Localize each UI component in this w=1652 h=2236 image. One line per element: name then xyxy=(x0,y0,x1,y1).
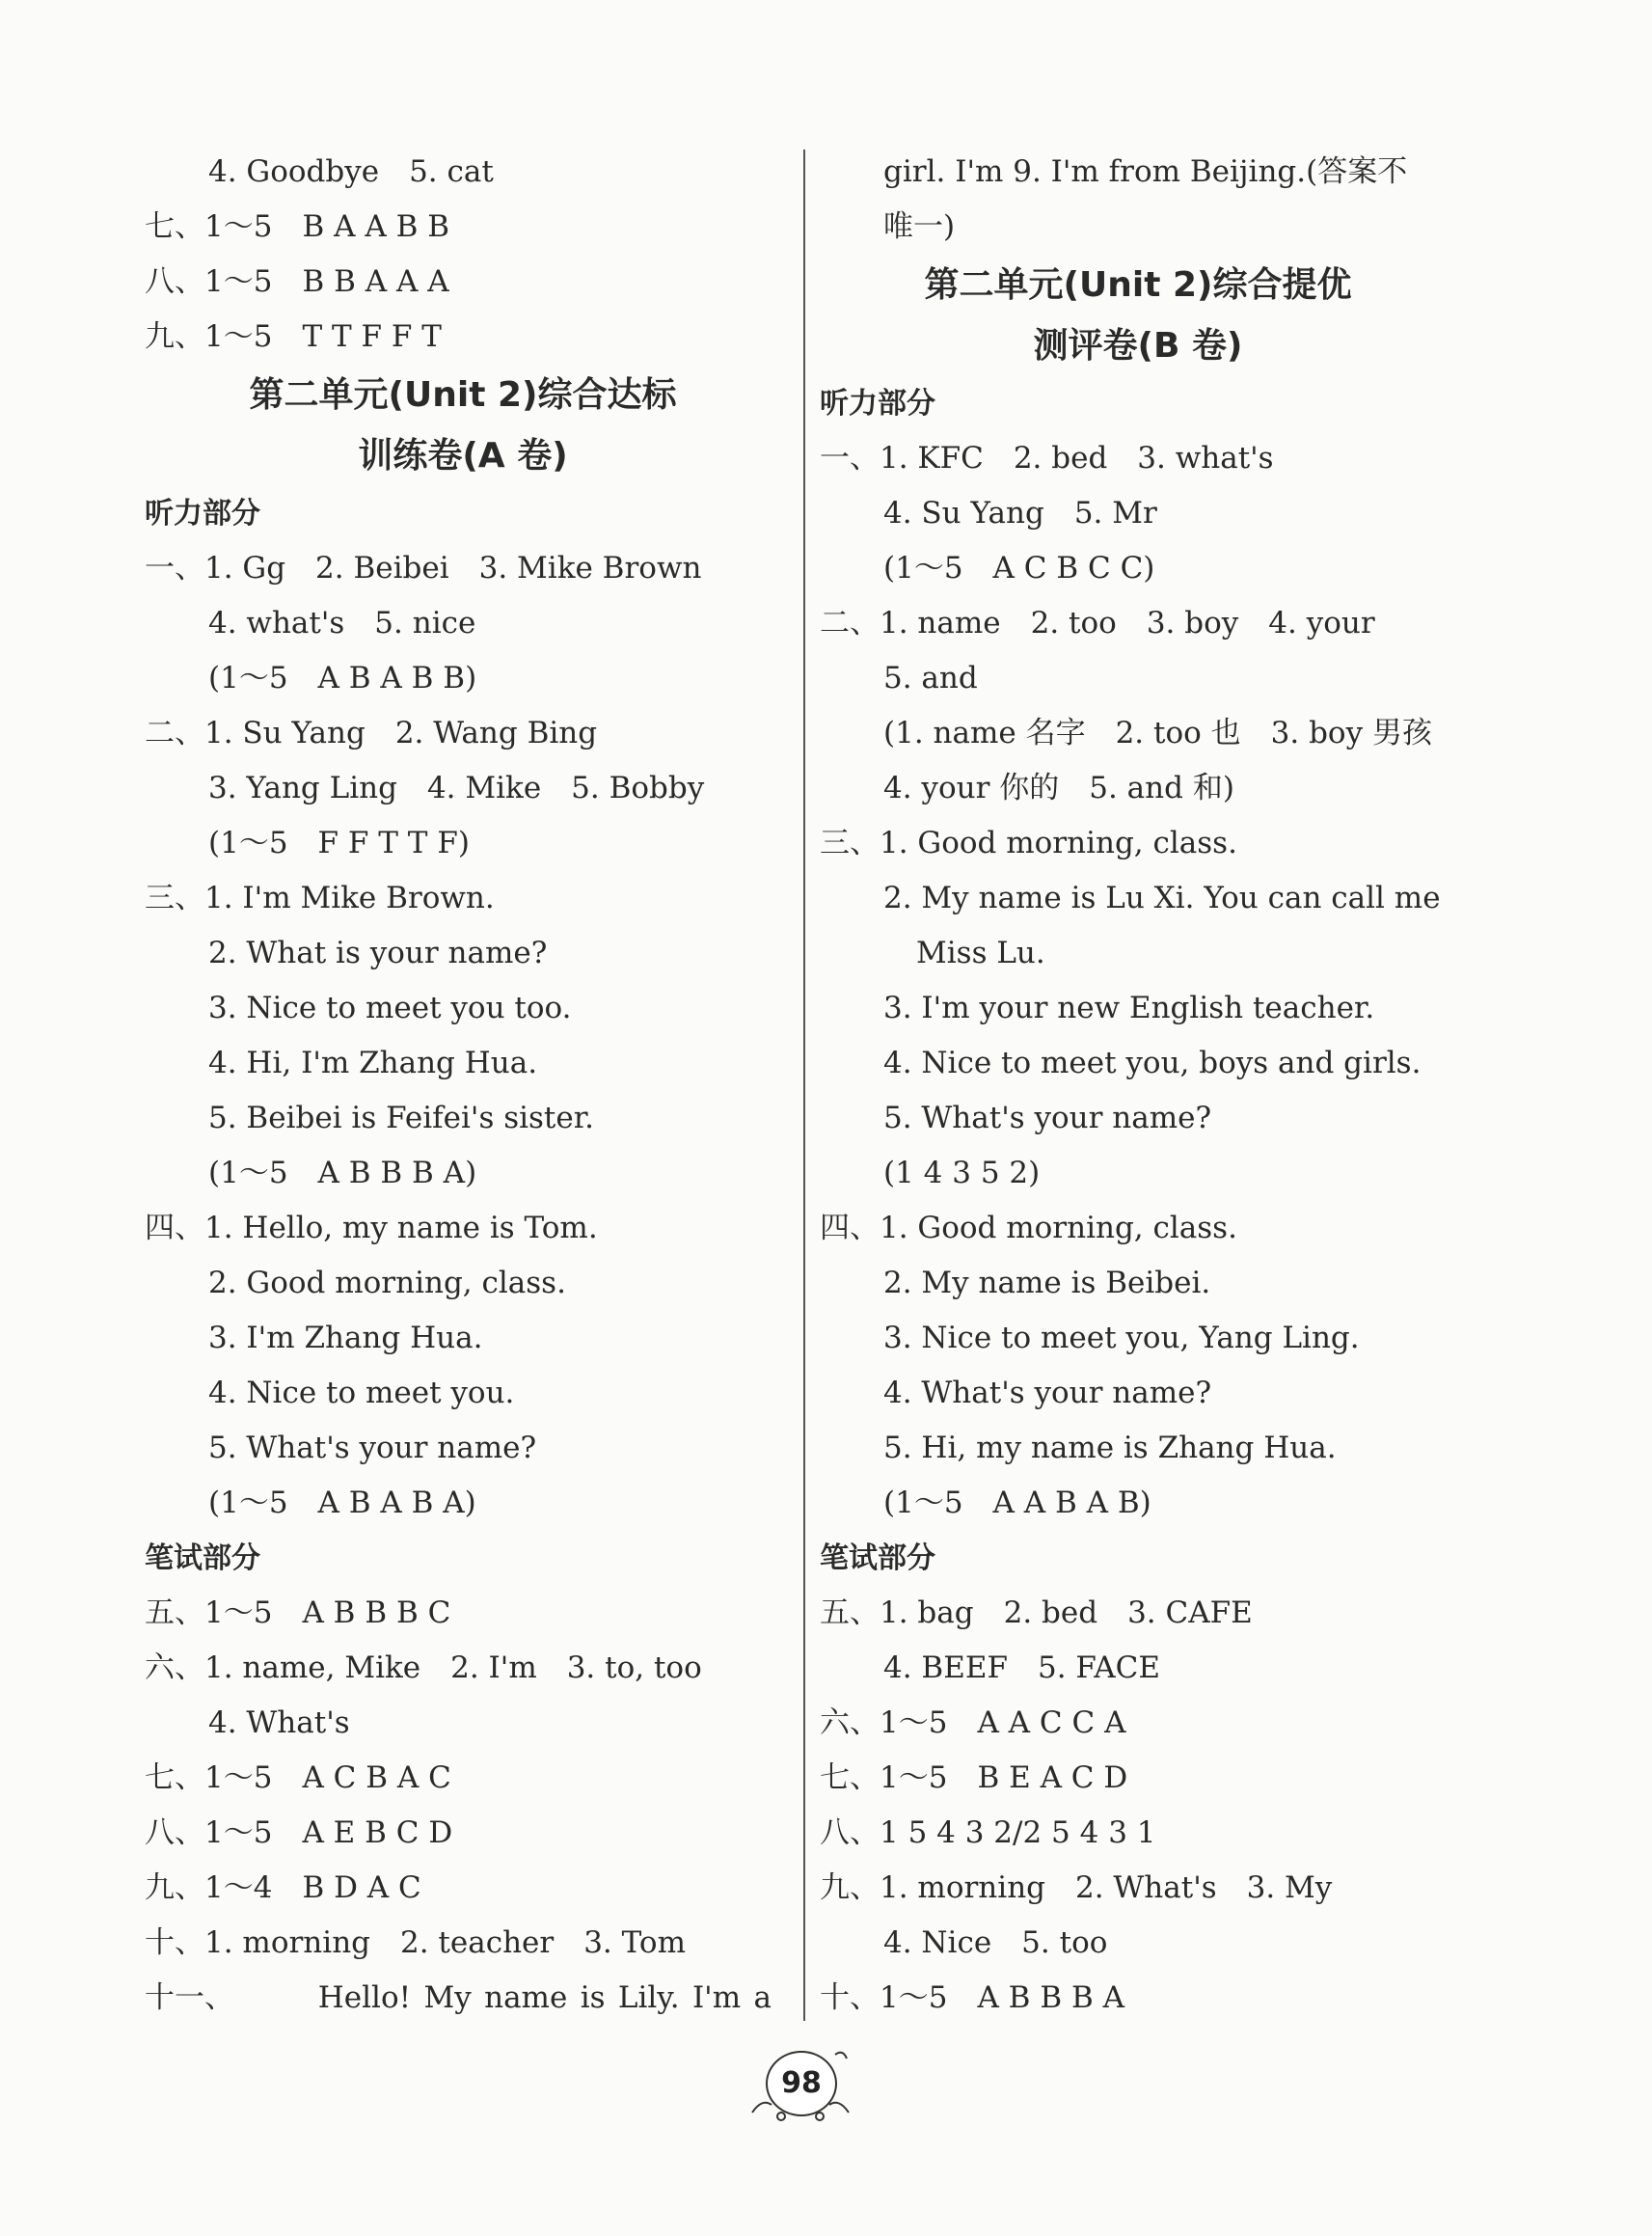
answer-line: (1～5 A B B B A) xyxy=(208,1156,477,1190)
answer-line: 5. and xyxy=(883,661,978,695)
answer-line: 4. Nice to meet you, boys and girls. xyxy=(883,1046,1422,1080)
section-title: 训练卷(A 卷) xyxy=(358,436,568,476)
answer-line: 八、1～5 A E B C D xyxy=(145,1815,453,1850)
answer-line: 3. Yang Ling 4. Mike 5. Bobby xyxy=(208,771,705,805)
answer-line: 3. I'm your new English teacher. xyxy=(883,991,1375,1025)
answer-line: 4. Hi, I'm Zhang Hua. xyxy=(208,1046,538,1080)
answer-line: 3. Nice to meet you too. xyxy=(208,991,572,1025)
word: Hello! xyxy=(317,1980,412,2015)
answer-line: 三、1. Good morning, class. xyxy=(820,826,1237,860)
word: name xyxy=(484,1980,568,2015)
answer-line: 5. Hi, my name is Zhang Hua. xyxy=(883,1431,1337,1465)
answer-line: 七、1～5 B E A C D xyxy=(820,1760,1128,1795)
answer-line: 五、1. bag 2. bed 3. CAFE xyxy=(820,1595,1253,1630)
answer-line: (1～5 A B A B A) xyxy=(208,1486,476,1520)
answer-line: (1～5 A B A B B) xyxy=(208,661,477,695)
word: is xyxy=(580,1980,606,2015)
answer-line: 六、1～5 A A C C A xyxy=(820,1705,1126,1740)
answer-line: 三、1. I'm Mike Brown. xyxy=(145,881,495,915)
listening-heading: 听力部分 xyxy=(145,497,260,531)
answer-line: 五、1～5 A B B B C xyxy=(145,1595,451,1630)
answer-line: 3. Nice to meet you, Yang Ling. xyxy=(883,1321,1360,1355)
section-title: 第二单元(Unit 2)综合达标 xyxy=(249,375,677,415)
word: My xyxy=(423,1980,472,2015)
page-number: 98 xyxy=(766,2051,837,2116)
answer-line: 3. I'm Zhang Hua. xyxy=(208,1321,483,1355)
section-title: 第二单元(Unit 2)综合提优 xyxy=(924,265,1352,305)
answer-line: 4. Nice 5. too xyxy=(883,1925,1108,1960)
answer-line: Miss Lu. xyxy=(916,936,1045,970)
answer-line: 4. What's your name? xyxy=(883,1376,1212,1410)
answer-line: 2. What is your name? xyxy=(208,936,548,970)
answer-line: (1 4 3 5 2) xyxy=(883,1156,1041,1190)
answer-line: 4. What's xyxy=(208,1705,350,1740)
answer-line: 二、1. name 2. too 3. boy 4. your xyxy=(820,606,1375,641)
answer-line: 2. My name is Beibei. xyxy=(883,1266,1211,1300)
answer-line: 5. What's your name? xyxy=(883,1101,1212,1135)
answer-line: 唯一) xyxy=(883,209,956,244)
answer-line: 4. BEEF 5. FACE xyxy=(883,1650,1160,1685)
left-column xyxy=(145,145,781,2026)
answer-line: 4. what's 5. nice xyxy=(208,606,476,641)
answer-line: 七、1～5 A C B A C xyxy=(145,1760,451,1795)
writing-heading: 笔试部分 xyxy=(145,1541,260,1575)
answer-line: (1. name 名字 2. too 也 3. boy 男孩 xyxy=(883,716,1432,750)
answer-line: 5. Beibei is Feifei's sister. xyxy=(208,1101,595,1135)
column-divider xyxy=(803,150,805,2021)
word: I'm xyxy=(691,1980,742,2015)
answer-line: 5. What's your name? xyxy=(208,1431,537,1465)
answer-line: 4. your 你的 5. and 和) xyxy=(883,771,1234,805)
answer-line: 4. Su Yang 5. Mr xyxy=(883,496,1157,531)
question-label: 十一、 xyxy=(145,1980,234,2015)
answer-line: 九、1～4 B D A C xyxy=(145,1870,421,1905)
answer-line: 一、1. KFC 2. bed 3. what's xyxy=(820,441,1274,476)
answer-line: 十、1. morning 2. teacher 3. Tom xyxy=(145,1925,686,1960)
answer-line: 七、1～5 B A A B B xyxy=(145,209,449,244)
answer-line: (1～5 A C B C C) xyxy=(883,551,1155,586)
answer-line: 四、1. Good morning, class. xyxy=(820,1211,1237,1245)
answer-line: 二、1. Su Yang 2. Wang Bing xyxy=(145,716,598,750)
page-number-badge xyxy=(743,2045,858,2122)
word: Lily. xyxy=(617,1980,680,2015)
answer-line: 九、1. morning 2. What's 3. My xyxy=(820,1870,1333,1905)
answer-line: 八、1 5 4 3 2/2 5 4 3 1 xyxy=(820,1815,1156,1850)
answer-line: 4. Goodbye 5. cat xyxy=(208,154,494,189)
answer-line: (1～5 F F T T F) xyxy=(208,826,470,860)
answer-line: (1～5 A A B A B) xyxy=(883,1486,1151,1520)
answer-line: 4. Nice to meet you. xyxy=(208,1376,515,1410)
section-title: 测评卷(B 卷) xyxy=(1033,326,1243,366)
answer-line-eleven xyxy=(145,1971,781,2026)
answer-line: 2. Good morning, class. xyxy=(208,1266,566,1300)
writing-heading: 笔试部分 xyxy=(820,1541,935,1575)
right-column xyxy=(820,145,1456,2026)
answer-line: 九、1～5 T T F F T xyxy=(145,319,442,354)
listening-heading: 听力部分 xyxy=(820,387,935,421)
answer-line: 六、1. name, Mike 2. I'm 3. to, too xyxy=(145,1650,702,1685)
word: a xyxy=(753,1980,772,2015)
answer-line: 八、1～5 B B A A A xyxy=(145,264,449,299)
answer-line: 十、1～5 A B B B A xyxy=(820,1980,1124,2015)
answer-line: 四、1. Hello, my name is Tom. xyxy=(145,1211,598,1245)
answer-line: 一、1. Gg 2. Beibei 3. Mike Brown xyxy=(145,551,702,586)
answer-line: 2. My name is Lu Xi. You can call me xyxy=(883,881,1441,915)
answer-line: girl. I'm 9. I'm from Beijing.(答案不 xyxy=(883,154,1408,189)
